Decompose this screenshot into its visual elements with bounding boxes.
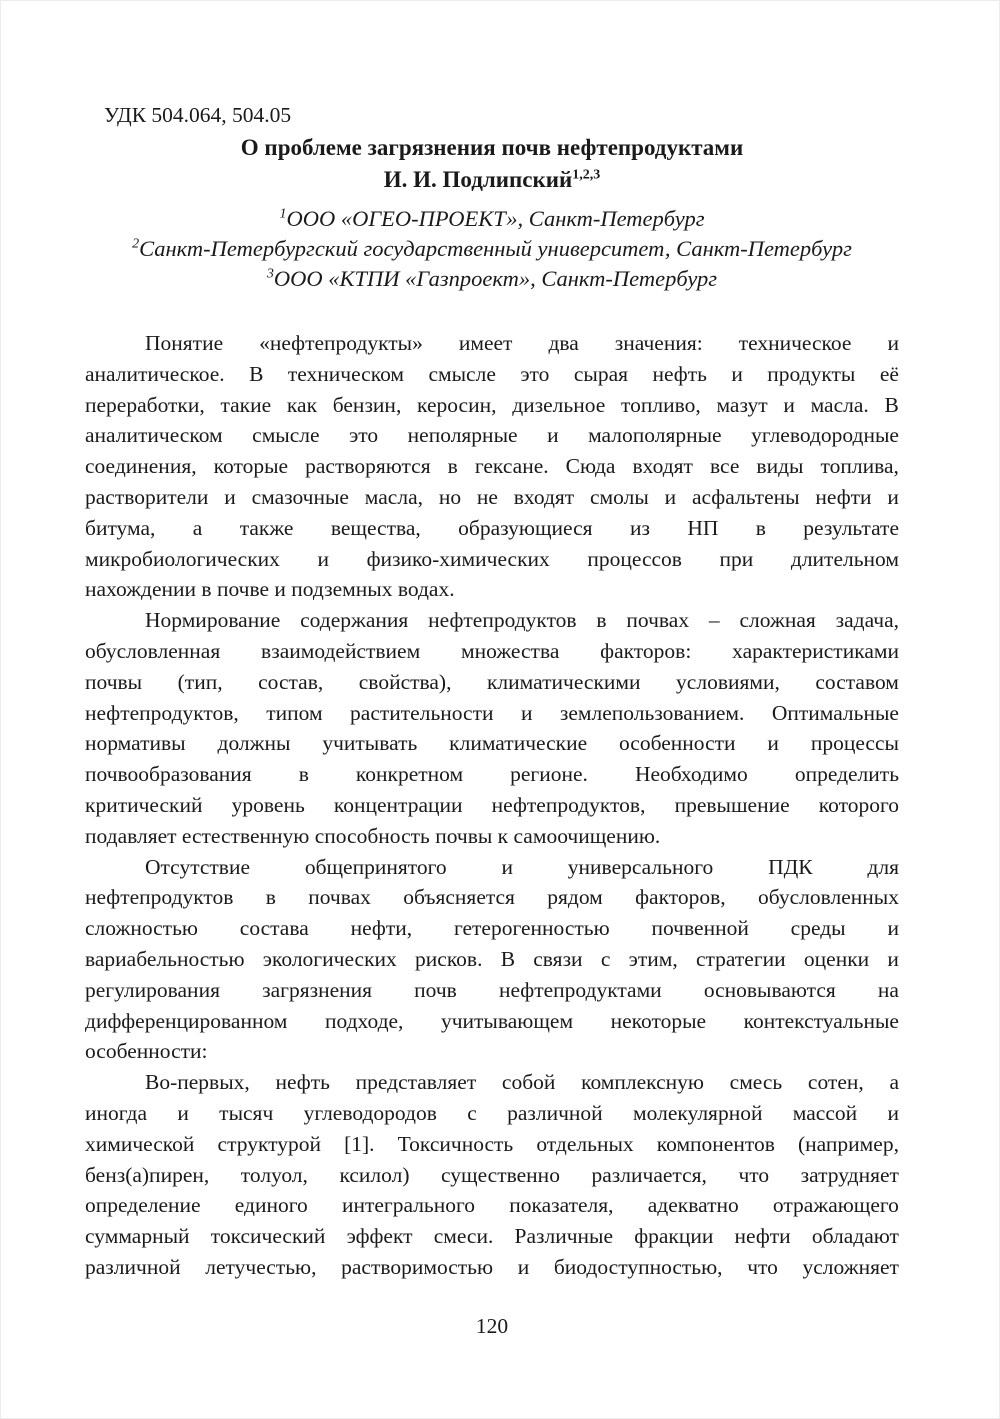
text-line: бенз(а)пирен, толуол, ксилол) существенно различается, что затрудняет — [85, 1162, 899, 1187]
affiliation-line — [85, 204, 899, 234]
author-affiliation-refs: 1,2,3 — [572, 167, 601, 183]
text-line: сложностью состава нефти, гетерогенностью почвенной среды и — [85, 916, 899, 941]
text-line: иногда и тысяч углеводородов с различной молекулярной массой и — [85, 1100, 899, 1125]
text-line: аналитическом смысле это неполярные и малополярные углеводородные — [85, 423, 899, 448]
affiliation-text: Санкт-Петербургский государственный университет, Санкт-Петербург — [139, 236, 852, 261]
article-body — [85, 328, 899, 1283]
text-line: нормативы должны учитывать климатические особенности и процессы — [85, 731, 899, 756]
affiliation-marker: 1 — [279, 206, 287, 222]
text-line: нефтепродуктов, типом растительности и землепользованием. Оптимальные — [85, 700, 899, 725]
affiliation-text: ООО «КТПИ «Газпроект», Санкт-Петербург — [273, 266, 718, 291]
text-line: химической структурой [1]. Токсичность отдельных компонентов (например, — [85, 1131, 899, 1156]
text-line: нахождении в почве и подземных водах. — [85, 577, 455, 602]
page-number: 120 — [475, 1313, 509, 1338]
affiliation-marker: 2 — [132, 236, 140, 252]
text-line: суммарный токсический эффект смеси. Различные фракции нефти обладают — [85, 1224, 899, 1249]
affiliation-marker: 3 — [266, 266, 274, 282]
text-line: особенности: — [85, 1039, 208, 1064]
affiliation-line — [85, 234, 899, 264]
text-line: вариабельностью экологических рисков. В связи с этим, стратегии оценки и — [85, 946, 899, 971]
text-line: растворители и смазочные масла, но не входят смолы и асфальтены нефти и — [85, 484, 899, 509]
text-line: почвы (тип, состав, свойства), климатическими условиями, составом — [85, 669, 899, 694]
text-line: определение единого интегрального показателя, адекватно отражающего — [85, 1193, 899, 1218]
affiliation-text: ООО «ОГЕО-ПРОЕКТ», Санкт-Петербург — [286, 206, 705, 231]
text-line: регулирования загрязнения почв нефтепродуктами основываются на — [85, 977, 899, 1002]
text-line: подавляет естественную способность почвы к самоочищению. — [85, 823, 661, 848]
text-line: почвообразования в конкретном регионе. Необходимо определить — [85, 762, 899, 787]
text-line: дифференцированном подходе, учитывающем некоторые контекстуальные — [85, 1008, 899, 1033]
affiliation-line — [85, 264, 899, 294]
text-line: Нормирование содержания нефтепродуктов в почвах – сложная задача, — [145, 608, 899, 633]
affiliations — [85, 204, 899, 294]
text-line: нефтепродуктов в почвах объясняется рядом факторов, обусловленных — [85, 885, 899, 910]
udc-code: УДК 504.064, 504.05 — [104, 103, 292, 127]
author-name: И. И. Подлипский — [383, 167, 573, 192]
text-line: критический уровень концентрации нефтепродуктов, превышение которого — [85, 792, 899, 817]
text-line: микробиологических и физико-химических процессов при длительном — [85, 546, 899, 571]
text-line: переработки, такие как бензин, керосин, дизельное топливо, мазут и масла. В — [85, 392, 899, 417]
text-line: аналитическое. В техническом смысле это сырая нефть и продукты её — [85, 361, 899, 386]
author-line — [85, 164, 899, 196]
text-line: Понятие «нефтепродукты» имеет два значения: техническое и — [145, 331, 899, 355]
text-line: обусловленная взаимодействием множества факторов: характеристиками — [85, 638, 899, 663]
text-line: Во-первых, нефть представляет собой комплексную смесь сотен, а — [145, 1070, 899, 1095]
text-line: соединения, которые растворяются в гексане. Сюда входят все виды топлива, — [85, 454, 899, 479]
text-line: Отсутствие общепринятого и универсального ПДК для — [145, 854, 899, 879]
text-line: различной летучестью, растворимостью и биодоступностью, что усложняет — [85, 1254, 899, 1279]
text-line: битума, а также вещества, образующиеся из НП в результате — [85, 515, 899, 540]
article-title: О проблеме загрязнения почв нефтепродуктами — [240, 135, 744, 160]
